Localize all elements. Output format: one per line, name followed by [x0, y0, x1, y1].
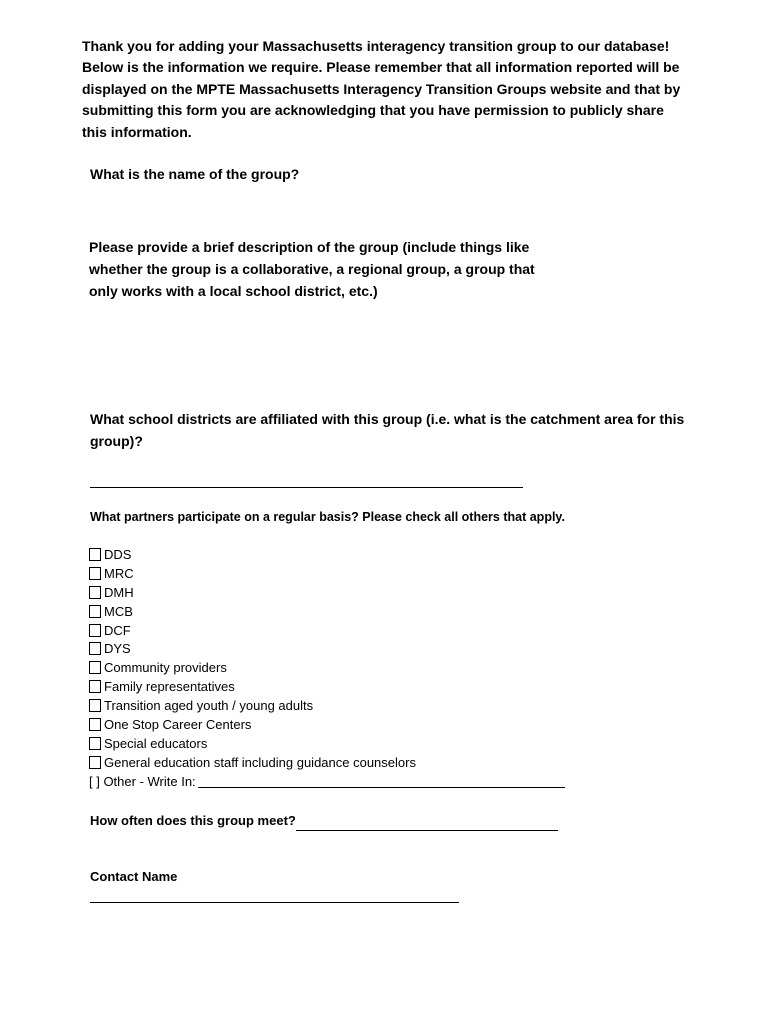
checkbox[interactable] [89, 699, 101, 712]
often-answer-line[interactable] [296, 816, 558, 831]
partner-item-dmh [89, 583, 609, 602]
districts-answer-line[interactable] [90, 487, 523, 488]
partner-label: DYS [104, 641, 131, 657]
partner-label: DMH [104, 584, 134, 600]
partner-item-community-providers [89, 658, 609, 677]
checkbox[interactable] [89, 680, 101, 693]
partner-item-dys [89, 639, 609, 658]
checkbox[interactable] [89, 624, 101, 637]
partner-label: DDS [104, 546, 132, 562]
question-contact-name: Contact Name [90, 869, 178, 884]
partner-item-special-educators [89, 734, 609, 753]
question-school-districts: What school districts are affiliated with this group (i.e. what is the catchment area for this group)? [90, 411, 685, 449]
partner-label: One Stop Career Centers [104, 716, 252, 732]
question-group-name: What is the name of the group? [90, 166, 300, 182]
checkbox[interactable] [89, 756, 101, 769]
partner-item-general-education [89, 753, 609, 772]
other-write-in-line[interactable] [198, 774, 565, 788]
partners-checklist [89, 545, 609, 791]
partner-label: Community providers [104, 660, 227, 676]
checkbox[interactable] [89, 605, 101, 618]
partner-item-mrc [89, 564, 609, 583]
other-label: [ ] Other - Write In: [89, 773, 196, 789]
intro-paragraph: Thank you for adding your Massachusetts interagency transition group to our database! Below is the information we require. Please remember that all information reported will be displayed on the MPTE Massachusetts Interagency Transition Groups website and that by submitting this form you are acknowledging that you have permission to publicly share this information. [82, 38, 681, 140]
partner-label: MRC [104, 565, 134, 581]
partner-label: Transition aged youth / young adults [104, 698, 314, 714]
partner-label: Special educators [104, 735, 208, 751]
partner-label: DCF [104, 622, 131, 638]
question-meeting-frequency [90, 811, 690, 831]
partner-label: MCB [104, 603, 133, 619]
partner-item-dds [89, 545, 609, 564]
partner-item-other [89, 772, 609, 791]
checkbox[interactable] [89, 661, 101, 674]
checkbox[interactable] [89, 548, 101, 561]
checkbox[interactable] [89, 642, 101, 655]
partner-label: General education staff including guidance counselors [104, 754, 416, 770]
checkbox[interactable] [89, 586, 101, 599]
checkbox[interactable] [89, 567, 101, 580]
contact-answer-line[interactable] [90, 902, 459, 903]
partner-item-transition-youth [89, 696, 609, 715]
partner-label: Family representatives [104, 679, 235, 695]
partner-item-mcb [89, 602, 609, 621]
checkbox[interactable] [89, 737, 101, 750]
partner-item-one-stop [89, 715, 609, 734]
question-group-description: Please provide a brief description of the group (include things like whether the group is a collaborative, a regional group, a group that only works with a local school district, etc.) [89, 239, 535, 299]
often-label: How often does this group meet? [90, 813, 296, 828]
question-partners: What partners participate on a regular basis? Please check all others that apply. [90, 510, 565, 524]
partner-item-dcf [89, 621, 609, 640]
partner-item-family-representatives [89, 677, 609, 696]
checkbox[interactable] [89, 718, 101, 731]
